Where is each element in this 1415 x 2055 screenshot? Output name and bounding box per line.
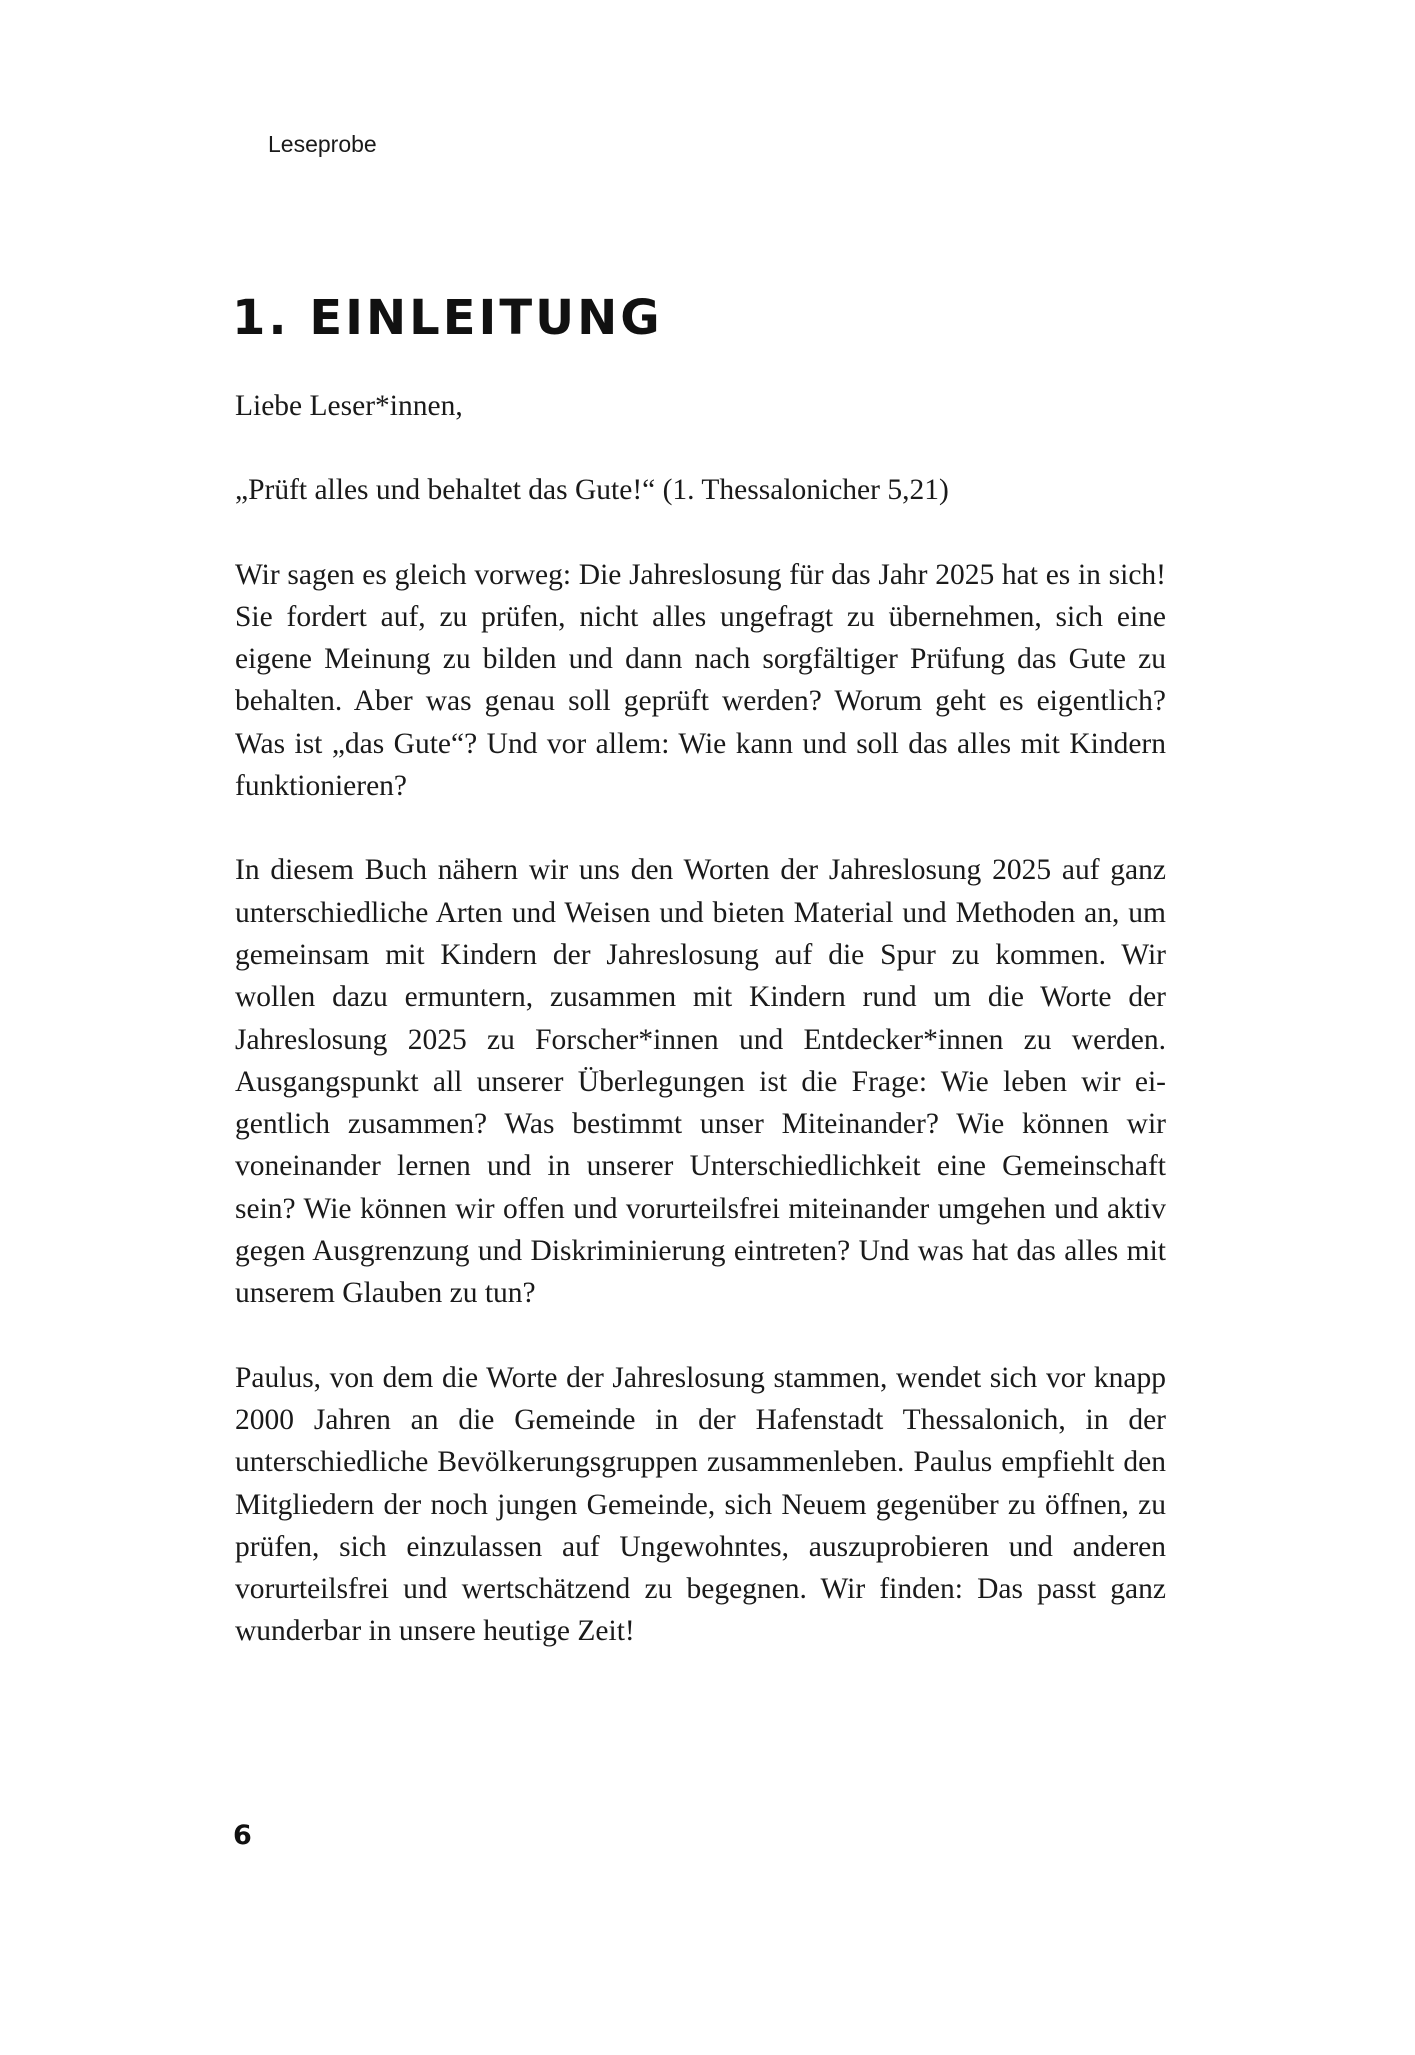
paragraph-book-approach: In diesem Buch nähern wir uns den Worten der Jahreslosung 2025 auf ganz unterschiedliche Arten und Weisen und bieten Material und Methoden an, um gemeinsam mit Kindern der Jahreslosung auf die Spur zu kommen. Wir wollen dazu ermuntern, zusammen mit Kindern rund um die Worte der Jahreslosung 2025 zu Forscher*innen und Entdecker*innen zu werden. Ausgangspunkt all unserer Überlegungen ist die Frage: Wie leben wir eigentlich zusammen? Was bestimmt unser Miteinander? Wie können wir voneinander lernen und in unserer Unterschiedlichkeit eine Gemeinschaft sein? Wie können wir offen und vorurteilsfrei miteinander umgehen und aktiv gegen Ausgrenzung und Diskriminierung eintreten? Und was hat das alles mit unserem Glauben zu tun? (235, 854, 1166, 1310)
body-text (235, 385, 1166, 1653)
paragraph-paulus: Paulus, von dem die Worte der Jahreslosung stammen, wendet sich vor knapp 2000 Jahren an die Gemeinde in der Hafenstadt Thessalonich, in der unterschiedliche Bevölkerungsgruppen zusammenleben. Paulus empfiehlt den Mitgliedern der noch jungen Gemeinde, sich Neuem gegenüber zu öffnen, zu prüfen, sich einzulassen auf Ungewohntes, auszuprobieren und anderen vorurteilsfrei und wertschätzend zu begegnen. Wir finden: Das passt ganz wunderbar in unsere heutige Zeit! (235, 1361, 1166, 1648)
paragraph-intro: Wir sagen es gleich vorweg: Die Jahreslosung für das Jahr 2025 hat es in sich! Sie fordert auf, zu prüfen, nicht alles ungefragt zu übernehmen, sich eine eigene Meinung zu bilden und dann nach sorgfältiger Prüfung das Gute zu behalten. Aber was genau soll geprüft werden? Worum geht es eigentlich? Was ist „das Gute“? Und vor allem: Wie kann und soll das alles mit Kindern funktionieren? (235, 558, 1166, 803)
running-header: Leseprobe (268, 131, 377, 157)
salutation: Liebe Leser*innen, (235, 390, 463, 422)
page-number: 6 (233, 1820, 252, 1851)
bible-quote: „Prüft alles und behaltet das Gute!“ (1. Thessalonicher 5,21) (235, 474, 949, 507)
chapter-title: 1. EINLEITUNG (232, 290, 663, 346)
